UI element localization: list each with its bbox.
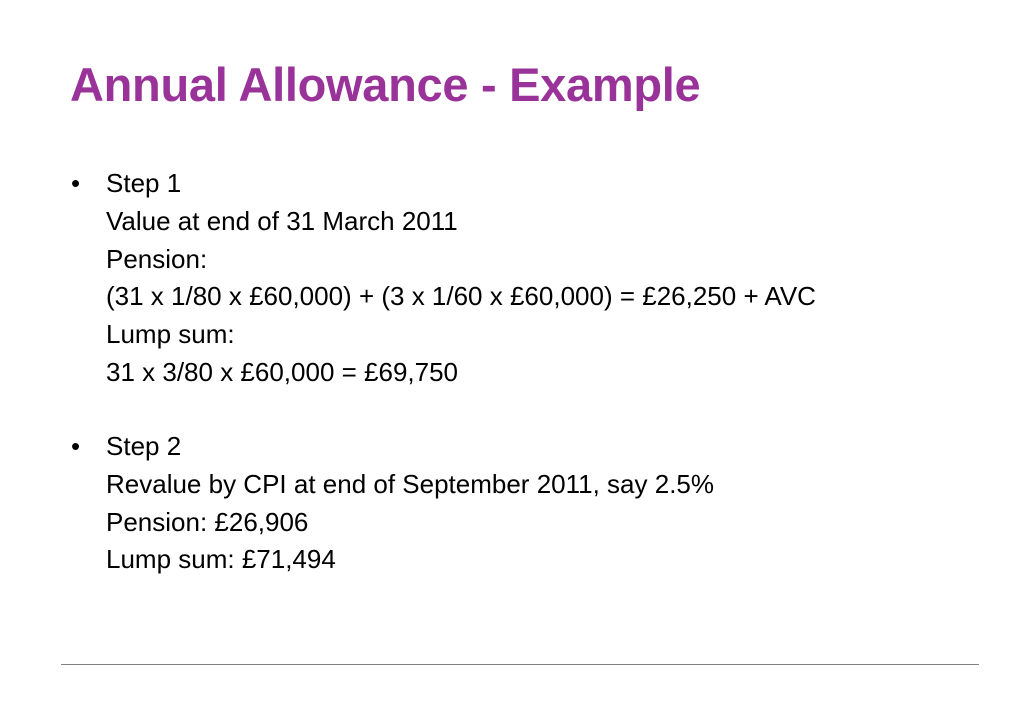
bullet-dot-icon: •	[71, 431, 81, 461]
step-1-heading: Step 1	[106, 168, 182, 198]
bullet-step-2-text	[106, 428, 714, 579]
step-1-lump-sum-formula: 31 x 3/80 x £60,000 = £69,750	[106, 356, 459, 387]
bullet-step-1-text	[106, 165, 816, 392]
step-2-heading: Step 2	[106, 431, 182, 461]
slide-title: Annual Allowance - Example	[70, 58, 701, 111]
step-1-lump-sum-label: Lump sum:	[106, 319, 235, 350]
footer-divider	[61, 664, 979, 665]
step-1-value-date: Value at end of 31 March 2011	[106, 205, 458, 236]
bullet-dot-icon: •	[71, 168, 81, 198]
step-1-pension-label: Pension:	[106, 243, 208, 274]
step-2-revalue-note: Revalue by CPI at end of September 2011, say 2.5%	[106, 468, 714, 499]
step-2-pension-value: Pension: £26,906	[106, 506, 309, 537]
step-1-pension-formula: (31 x 1/80 x £60,000) + (3 x 1/60 x £60,000) = £26,250 + AVC	[106, 281, 816, 312]
step-2-lump-sum-value: Lump sum: £71,494	[106, 544, 336, 575]
